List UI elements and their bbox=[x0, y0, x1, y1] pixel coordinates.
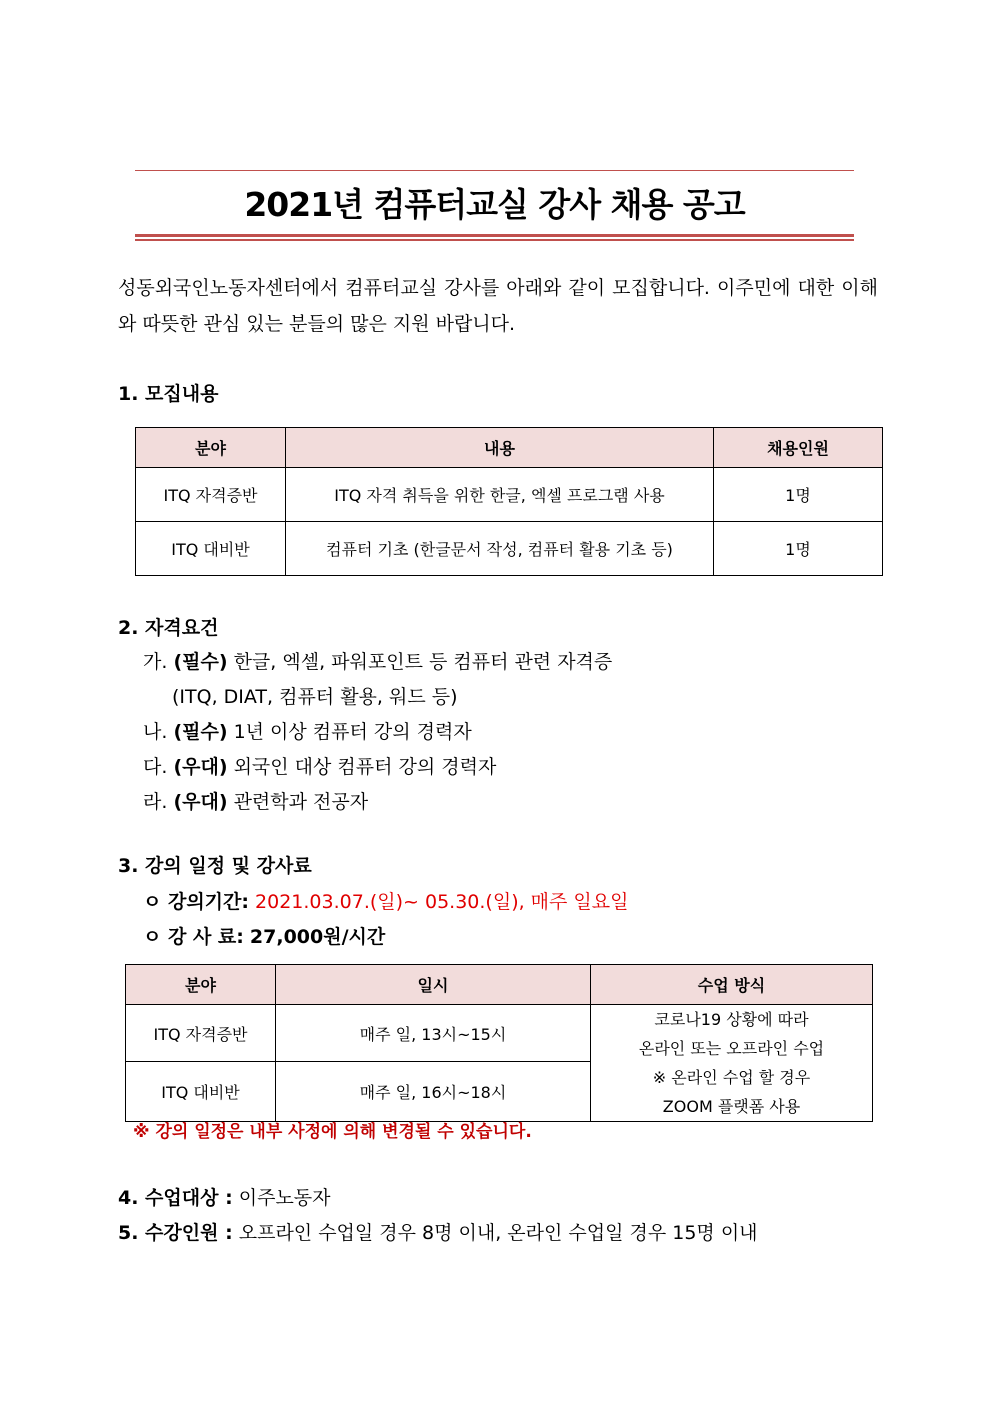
method-line: 온라인 또는 오프라인 수업 bbox=[638, 1039, 825, 1058]
section1-heading: 1. 모집내용 bbox=[118, 383, 219, 405]
item-marker: 나. bbox=[143, 721, 168, 743]
item-text: 외국인 대상 컴퓨터 강의 경력자 bbox=[233, 756, 497, 778]
cell-content: ITQ 자격 취득을 위한 한글, 엑셀 프로그램 사용 bbox=[286, 468, 714, 522]
item-marker: 라. bbox=[143, 791, 168, 813]
method-line: ZOOM 플랫폼 사용 bbox=[662, 1097, 801, 1116]
item-tag: (필수) bbox=[173, 721, 228, 743]
requirement-item bbox=[143, 648, 612, 676]
section5 bbox=[118, 1219, 758, 1247]
section2-heading: 2. 자격요건 bbox=[118, 617, 219, 639]
item-text: 1년 이상 컴퓨터 강의 경력자 bbox=[233, 721, 472, 743]
cell-content: 컴퓨터 기초 (한글문서 작성, 컴퓨터 활용 기초 등) bbox=[286, 522, 714, 576]
section4 bbox=[118, 1184, 331, 1212]
cell-count: 1명 bbox=[714, 522, 883, 576]
section3-heading: 3. 강의 일정 및 강사료 bbox=[118, 855, 312, 877]
section5-value: 오프라인 수업일 경우 8명 이내, 온라인 수업일 경우 15명 이내 bbox=[238, 1222, 758, 1244]
cell-field: ITQ 대비반 bbox=[126, 1062, 276, 1122]
cell-count: 1명 bbox=[714, 468, 883, 522]
method-line: ※ 온라인 수업 할 경우 bbox=[652, 1068, 811, 1087]
col-header-field: 분야 bbox=[136, 428, 286, 468]
col-header-time: 일시 bbox=[276, 965, 591, 1005]
requirement-item bbox=[143, 718, 472, 746]
period-value: 2021.03.07.(일)~ 05.30.(일), 매주 일요일 bbox=[255, 891, 629, 913]
col-header-method: 수업 방식 bbox=[591, 965, 873, 1005]
lecture-fee bbox=[143, 923, 385, 951]
cell-time: 매주 일, 16시~18시 bbox=[276, 1062, 591, 1122]
schedule-table bbox=[125, 964, 873, 1122]
item-text: 한글, 엑셀, 파워포인트 등 컴퓨터 관련 자격증 bbox=[233, 651, 613, 673]
table-row bbox=[136, 468, 883, 522]
cell-field: ITQ 대비반 bbox=[136, 522, 286, 576]
section5-label: 5. 수강인원 : bbox=[118, 1222, 233, 1244]
title-bottom-rule bbox=[135, 234, 854, 237]
recruit-table bbox=[135, 427, 883, 576]
item-tag: (우대) bbox=[173, 756, 228, 778]
table-row bbox=[136, 522, 883, 576]
requirement-item bbox=[143, 753, 496, 781]
fee-label: ㅇ 강 사 료: bbox=[143, 926, 244, 948]
intro-paragraph: 성동외국인노동자센터에서 컴퓨터교실 강사를 아래와 같이 모집합니다. 이주민에 대한 이해와 따뜻한 관심 있는 분들의 많은 지원 바랍니다. bbox=[118, 277, 878, 335]
fee-value: 27,000원/시간 bbox=[249, 926, 386, 948]
method-line: 코로나19 상황에 따라 bbox=[654, 1010, 809, 1029]
item-tag: (우대) bbox=[173, 791, 228, 813]
cell-field: ITQ 자격증반 bbox=[126, 1005, 276, 1062]
item-text: 관련학과 전공자 bbox=[233, 791, 369, 813]
cell-time: 매주 일, 13시~15시 bbox=[276, 1005, 591, 1062]
requirement-item bbox=[143, 788, 368, 816]
section4-label: 4. 수업대상 : bbox=[118, 1187, 233, 1209]
lecture-period bbox=[143, 888, 629, 916]
title-bottom-rule-thin bbox=[135, 239, 854, 241]
table-row bbox=[126, 1005, 873, 1062]
requirement-subtext: (ITQ, DIAT, 컴퓨터 활용, 워드 등) bbox=[172, 686, 458, 708]
section4-value: 이주노동자 bbox=[238, 1187, 331, 1209]
page-title: 2021년 컴퓨터교실 강사 채용 공고 bbox=[244, 185, 745, 224]
col-header-field: 분야 bbox=[126, 965, 276, 1005]
item-marker: 다. bbox=[143, 756, 168, 778]
period-label: ㅇ 강의기간: bbox=[143, 891, 249, 913]
cell-field: ITQ 자격증반 bbox=[136, 468, 286, 522]
schedule-note: ※ 강의 일정은 내부 사정에 의해 변경될 수 있습니다. bbox=[133, 1122, 532, 1142]
item-tag: (필수) bbox=[173, 651, 228, 673]
cell-method bbox=[591, 1005, 873, 1122]
col-header-content: 내용 bbox=[286, 428, 714, 468]
item-marker: 가. bbox=[143, 651, 168, 673]
col-header-count: 채용인원 bbox=[714, 428, 883, 468]
title-top-rule bbox=[135, 170, 854, 171]
